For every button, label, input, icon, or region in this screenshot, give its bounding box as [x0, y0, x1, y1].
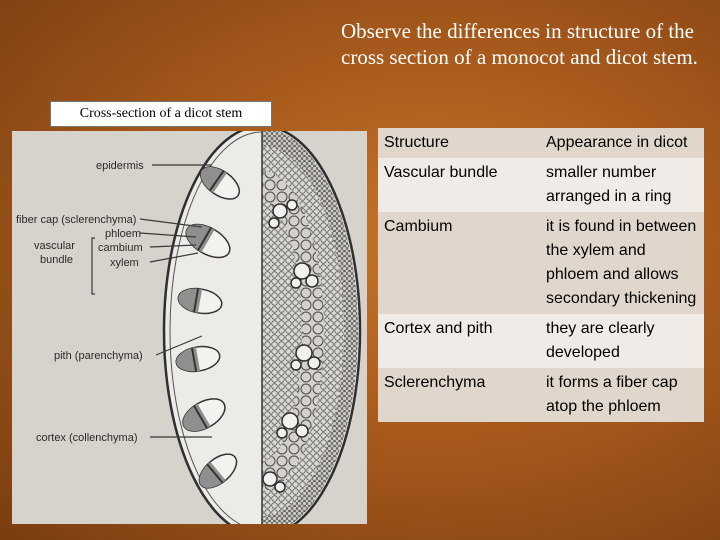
- row-structure: Sclerenchyma: [378, 368, 540, 422]
- label-bundle: bundle: [40, 254, 74, 266]
- label-cambium: cambium: [98, 242, 143, 254]
- label-vascular: vascular: [34, 240, 75, 252]
- table-row: [378, 314, 704, 368]
- row-appearance: they are clearly developed: [540, 314, 704, 368]
- header-structure: Structure: [378, 128, 540, 158]
- header-appearance: Appearance in dicot: [540, 128, 704, 158]
- slide-title: Observe the differences in structure of the cross section of a monocot and dicot stem.: [341, 19, 698, 69]
- comparison-table: [378, 128, 704, 422]
- dicot-stem-diagram: [12, 131, 367, 524]
- label-fiber-cap: fiber cap (sclerenchyma): [16, 214, 137, 226]
- row-structure: Cortex and pith: [378, 314, 540, 368]
- figure-caption: Cross-section of a dicot stem: [50, 101, 272, 127]
- row-structure: Vascular bundle: [378, 158, 540, 212]
- table-header-row: [378, 128, 704, 158]
- table-row: [378, 158, 704, 212]
- table-row: [378, 212, 704, 314]
- table-row: [378, 368, 704, 422]
- label-epidermis: epidermis: [96, 160, 144, 172]
- label-pith: pith (parenchyma): [54, 350, 143, 362]
- row-appearance: it is found in between the xylem and phloem and allows secondary thickening: [540, 212, 704, 314]
- row-structure: Cambium: [378, 212, 540, 314]
- row-appearance: it forms a fiber cap atop the phloem: [540, 368, 704, 422]
- dicot-stem-illustration: [12, 131, 367, 524]
- label-phloem: phloem: [105, 228, 142, 240]
- row-appearance: smaller number arranged in a ring: [540, 158, 704, 212]
- label-cortex: cortex (collenchyma): [36, 432, 138, 444]
- label-xylem: xylem: [110, 257, 139, 269]
